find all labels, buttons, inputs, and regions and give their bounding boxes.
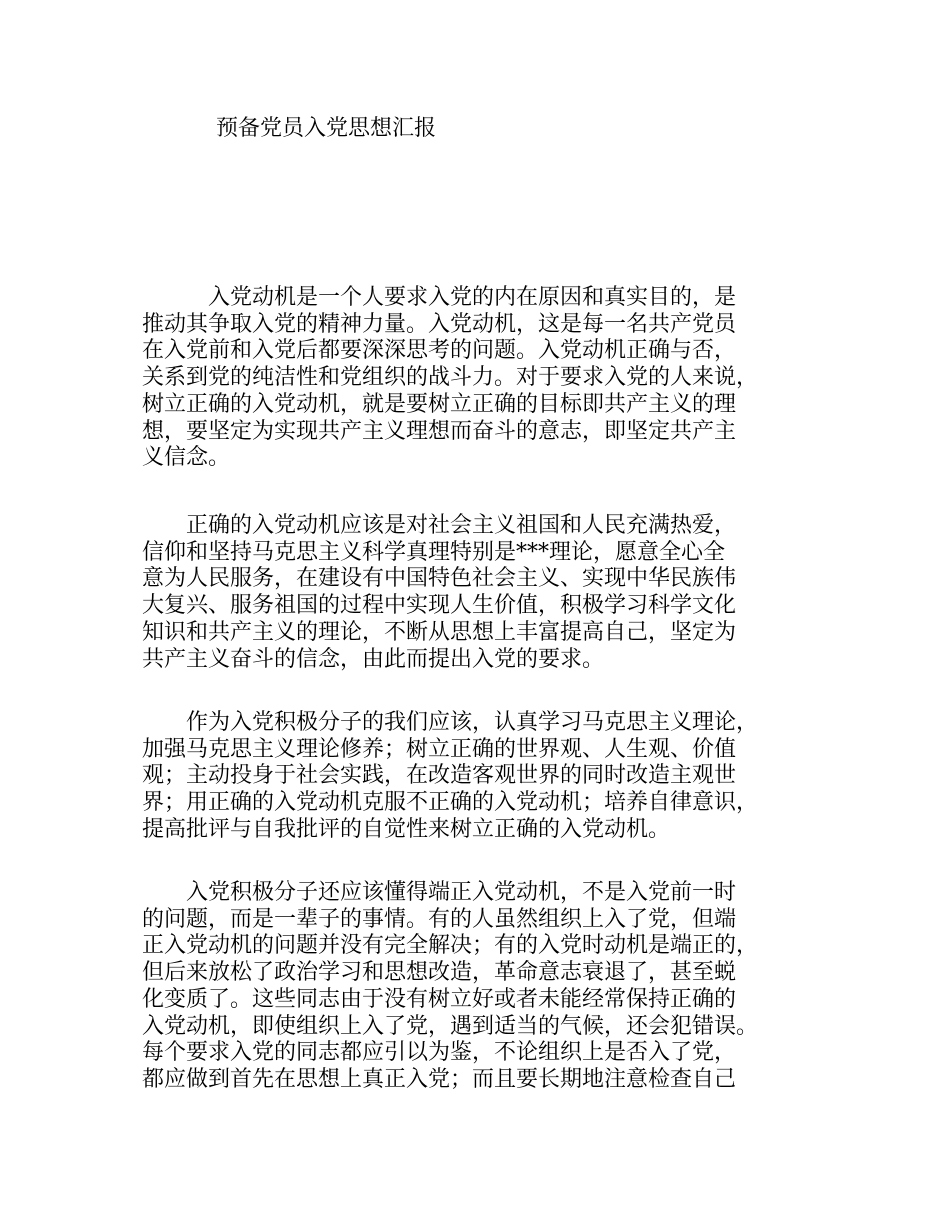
paragraph-line: 正确的入党动机应该是对社会主义祖国和人民充满热爱， xyxy=(142,513,737,538)
paragraph-line: 入党动机是一个人要求入党的内在原因和真实目的，是 xyxy=(142,285,737,310)
paragraph-line: 信仰和坚持马克思主义科学真理特别是***理论，愿意全心全 xyxy=(142,539,726,565)
paragraph-line: 树立正确的入党动机，就是要树立正确的目标即共产主义的理 xyxy=(142,391,737,417)
paragraph-line: 大复兴、服务祖国的过程中实现人生价值，积极学习科学文化 xyxy=(142,593,737,619)
paragraph-2 xyxy=(142,513,736,673)
paragraph-line: 加强马克思主义理论修养；树立正确的世界观、人生观、价值 xyxy=(142,736,737,762)
paragraph-line: 化变质了。这些同志由于没有树立好或者未能经常保持正确的 xyxy=(142,986,737,1012)
paragraph-line: 知识和共产主义的理论，不断从思想上丰富提高自己，坚定为 xyxy=(142,619,737,645)
paragraph-line: 正入党动机的问题并没有完全解决；有的入党时动机是端正的， xyxy=(142,933,759,959)
paragraph-line: 都应做到首先在思想上真正入党；而且要长期地注意检查自己 xyxy=(142,1066,737,1092)
paragraph-line: 在入党前和入党后都要深深思考的问题。入党动机正确与否， xyxy=(142,338,737,364)
paragraph-line: 作为入党积极分子的我们应该，认真学习马克思主义理论， xyxy=(142,710,759,735)
paragraph-line: 关系到党的纯洁性和党组织的战斗力。对于要求入党的人来说， xyxy=(142,365,759,391)
paragraph-line: 入党动机，即使组织上入了党，遇到适当的气候，还会犯错误。 xyxy=(142,1013,759,1039)
document-title: 预备党员入党思想汇报 xyxy=(216,116,437,141)
paragraph-line: 义信念。 xyxy=(142,445,231,471)
paragraph-line: 推动其争取入党的精神力量。入党动机，这是每一名共产党员 xyxy=(142,311,737,337)
paragraph-line: 共产主义奋斗的信念，由此而提出入党的要求。 xyxy=(142,646,605,672)
paragraph-line: 观；主动投身于社会实践，在改造客观世界的同时改造主观世 xyxy=(142,763,737,789)
paragraph-line: 想，要坚定为实现共产主义理想而奋斗的意志，即坚定共产主 xyxy=(142,418,737,444)
paragraph-3 xyxy=(142,710,758,844)
paragraph-line: 意为人民服务，在建设有中国特色社会主义、实现中华民族伟 xyxy=(142,566,737,592)
paragraph-1 xyxy=(142,285,758,472)
paragraph-4 xyxy=(142,880,758,1094)
paragraph-line: 提高批评与自我批评的自觉性来树立正确的入党动机。 xyxy=(142,816,671,842)
paragraph-line: 界；用正确的入党动机克服不正确的入党动机；培养自律意识， xyxy=(142,790,759,816)
paragraph-line: 每个要求入党的同志都应引以为鉴，不论组织上是否入了党， xyxy=(142,1040,737,1066)
paragraph-line: 的问题，而是一辈子的事情。有的人虽然组织上入了党，但端 xyxy=(142,906,737,932)
paragraph-line: 入党积极分子还应该懂得端正入党动机，不是入党前一时 xyxy=(142,880,737,905)
paragraph-line: 但后来放松了政治学习和思想改造，革命意志衰退了，甚至蜕 xyxy=(142,960,737,986)
